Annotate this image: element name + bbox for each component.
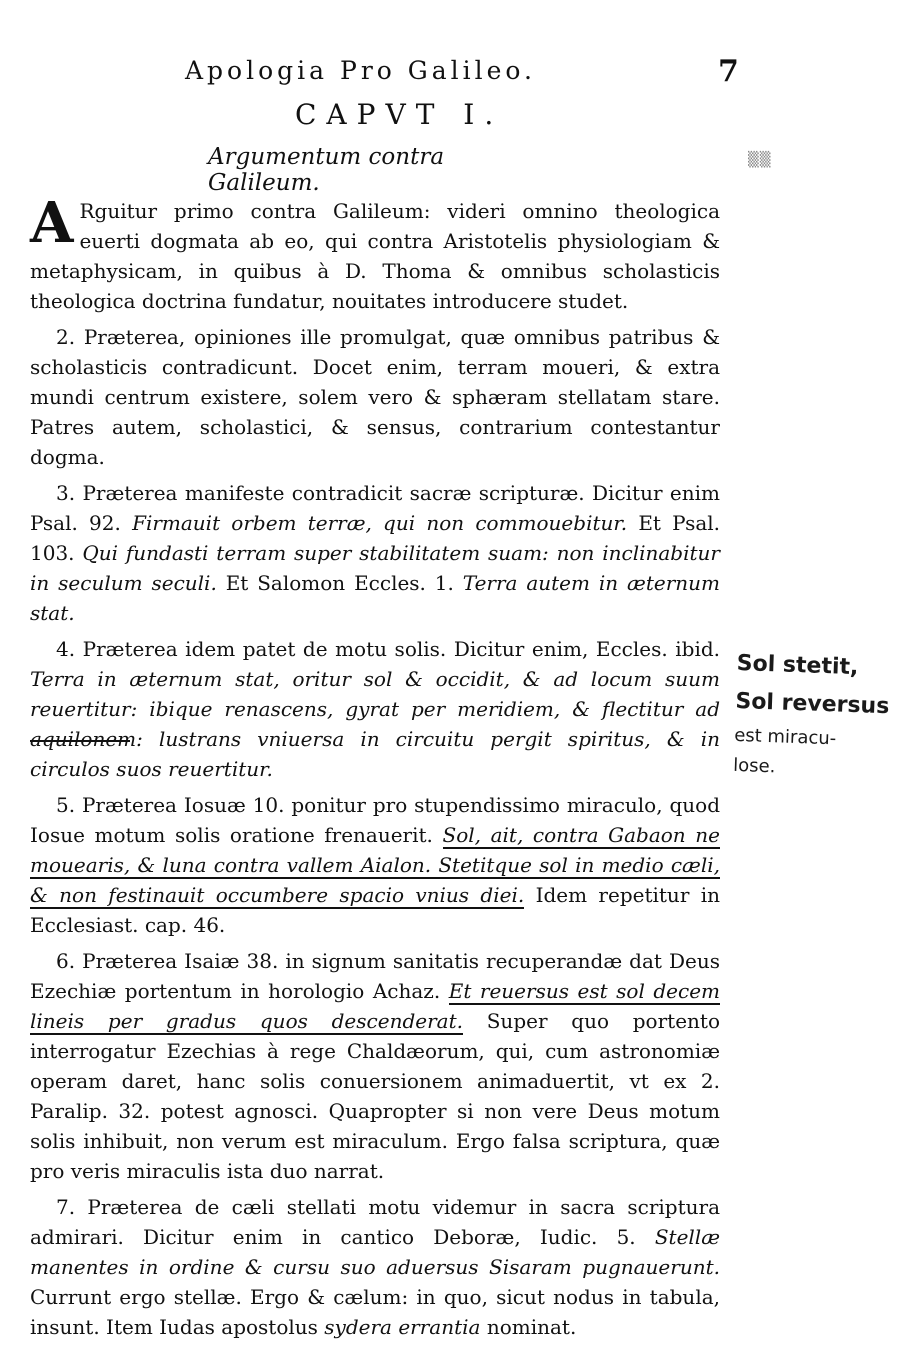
chapter-subtitle: Argumentum contra Galileum. — [208, 144, 445, 196]
scripture-quote: Qui fundasti terram super stabilitatem suam: non inclinabitur in seculum seculi. — [30, 541, 720, 595]
paragraph-text: 3. Præterea manifeste contradicit sacræ scripturæ. Dicitur enim Psal. 92. — [30, 481, 720, 535]
paragraph-text: Et Salomon Eccles. 1. — [225, 571, 454, 595]
note-line: lose. — [732, 754, 776, 778]
paragraph-text: 5. Præterea Iosuæ 10. ponitur pro stupendissimo miraculo, quod Iosue motum solis oratione frenauerit. — [30, 793, 720, 847]
paragraph-text: 6. Præterea Isaiæ 38. in signum sanitatis recuperandæ dat Deus Ezechiæ portentum in horologio Achaz. — [30, 949, 720, 1003]
note-line: Sol reversus — [735, 688, 890, 720]
paragraph-4 — [30, 634, 720, 784]
library-stamp: ▒▒ — [748, 152, 772, 168]
note-line: Sol stetit, — [736, 650, 859, 681]
scripture-quote: sydera errantia — [324, 1315, 481, 1339]
page-number: 7 — [718, 54, 739, 89]
paragraph-text: 2. Præterea, opiniones ille promulgat, quæ omnibus patribus & scholasticis contradicunt. Docet enim, terram moueri, & extra mundi centrum existere, solem vero & sphæram stellatam stare. Patres autem, scholastici, & sensus, contrarium contestantur dogma. — [30, 325, 720, 469]
chapter-title: CAPVT I. — [295, 98, 504, 131]
paragraph-text: 4. Præterea idem patet de motu solis. Dicitur enim, Eccles. ibid. — [56, 637, 720, 661]
paragraph-3 — [30, 478, 720, 628]
scripture-quote: Stellæ manentes in ordine & cursu suo aduersus Sisaram pugnauerunt. — [30, 1225, 720, 1279]
paragraph-1 — [30, 190, 720, 316]
paragraph-text: Super quo portento interrogatur Ezechias à rege Chaldæorum, qui, cum astronomiæ operam daret, hanc solis conuersionem animaduertit, vt ex 2. Paralip. 32. potest agnosci. Quapropter si non vere Deus motum solis inhibuit, non verum est miraculum. Ergo falsa scriptura, quæ pro veris miraculis ista duo narrat. — [30, 1009, 720, 1183]
paragraph-text: nominat. — [486, 1315, 577, 1339]
paragraph-6 — [30, 946, 720, 1186]
note-line: est miracu- — [733, 724, 837, 750]
scripture-quote: Terra autem in æternum stat. — [30, 571, 720, 625]
margin-underline-mark — [30, 740, 130, 742]
paragraph-5 — [30, 790, 720, 940]
paragraph-2 — [30, 322, 720, 472]
paragraph-text: Idem repetitur in Ecclesiast. cap. 46. — [30, 883, 721, 937]
paragraph-7 — [30, 1192, 720, 1342]
paragraph-text: Rguitur primo contra Galileum: videri omnino theologica euerti dogmata ab eo, qui contra Aristotelis physiologiam & metaphysicam, in quibus à D. Thoma & omnibus scholasticis theologica doctrina fundatur, nouitates introducere studet. — [30, 199, 720, 313]
scripture-quote: Terra in æternum stat, oritur sol & occidit, & ad locum suum reuertitur: ibique renascens, gyrat per meridiem, & flectitur ad aquilonem: lustrans vniuersa in circuitu pergit spiritus, & in circulos suos reuertitur. — [30, 667, 720, 781]
paragraph-text: Currunt ergo stellæ. Ergo & cælum: in quo, sicut nodus in tabula, insunt. Item Iudas apostolus — [30, 1285, 720, 1339]
running-head: Apologia Pro Galileo. — [185, 56, 536, 85]
underlined-scripture-quote: Et reuersus est sol decem lineis per gradus quos descenderat. — [30, 979, 721, 1033]
scripture-quote: Firmauit orbem terræ, qui non commouebitur. — [132, 511, 628, 535]
paragraph-text: Et Psal. 103. — [30, 511, 721, 565]
underlined-scripture-quote: Sol, ait, contra Gabaon ne mouearis, & luna contra vallem Aialon. Stetitque sol in medio cæli, & non festinauit occumbere spacio vnius diei. — [30, 823, 720, 907]
body-text — [30, 190, 721, 1348]
drop-cap: A — [30, 190, 74, 256]
handwritten-marginal-note — [733, 645, 915, 787]
paragraph-text: 7. Præterea de cæli stellati motu videmur in sacra scriptura admirari. Dicitur enim in cantico Deboræ, Iudic. 5. — [30, 1195, 720, 1249]
